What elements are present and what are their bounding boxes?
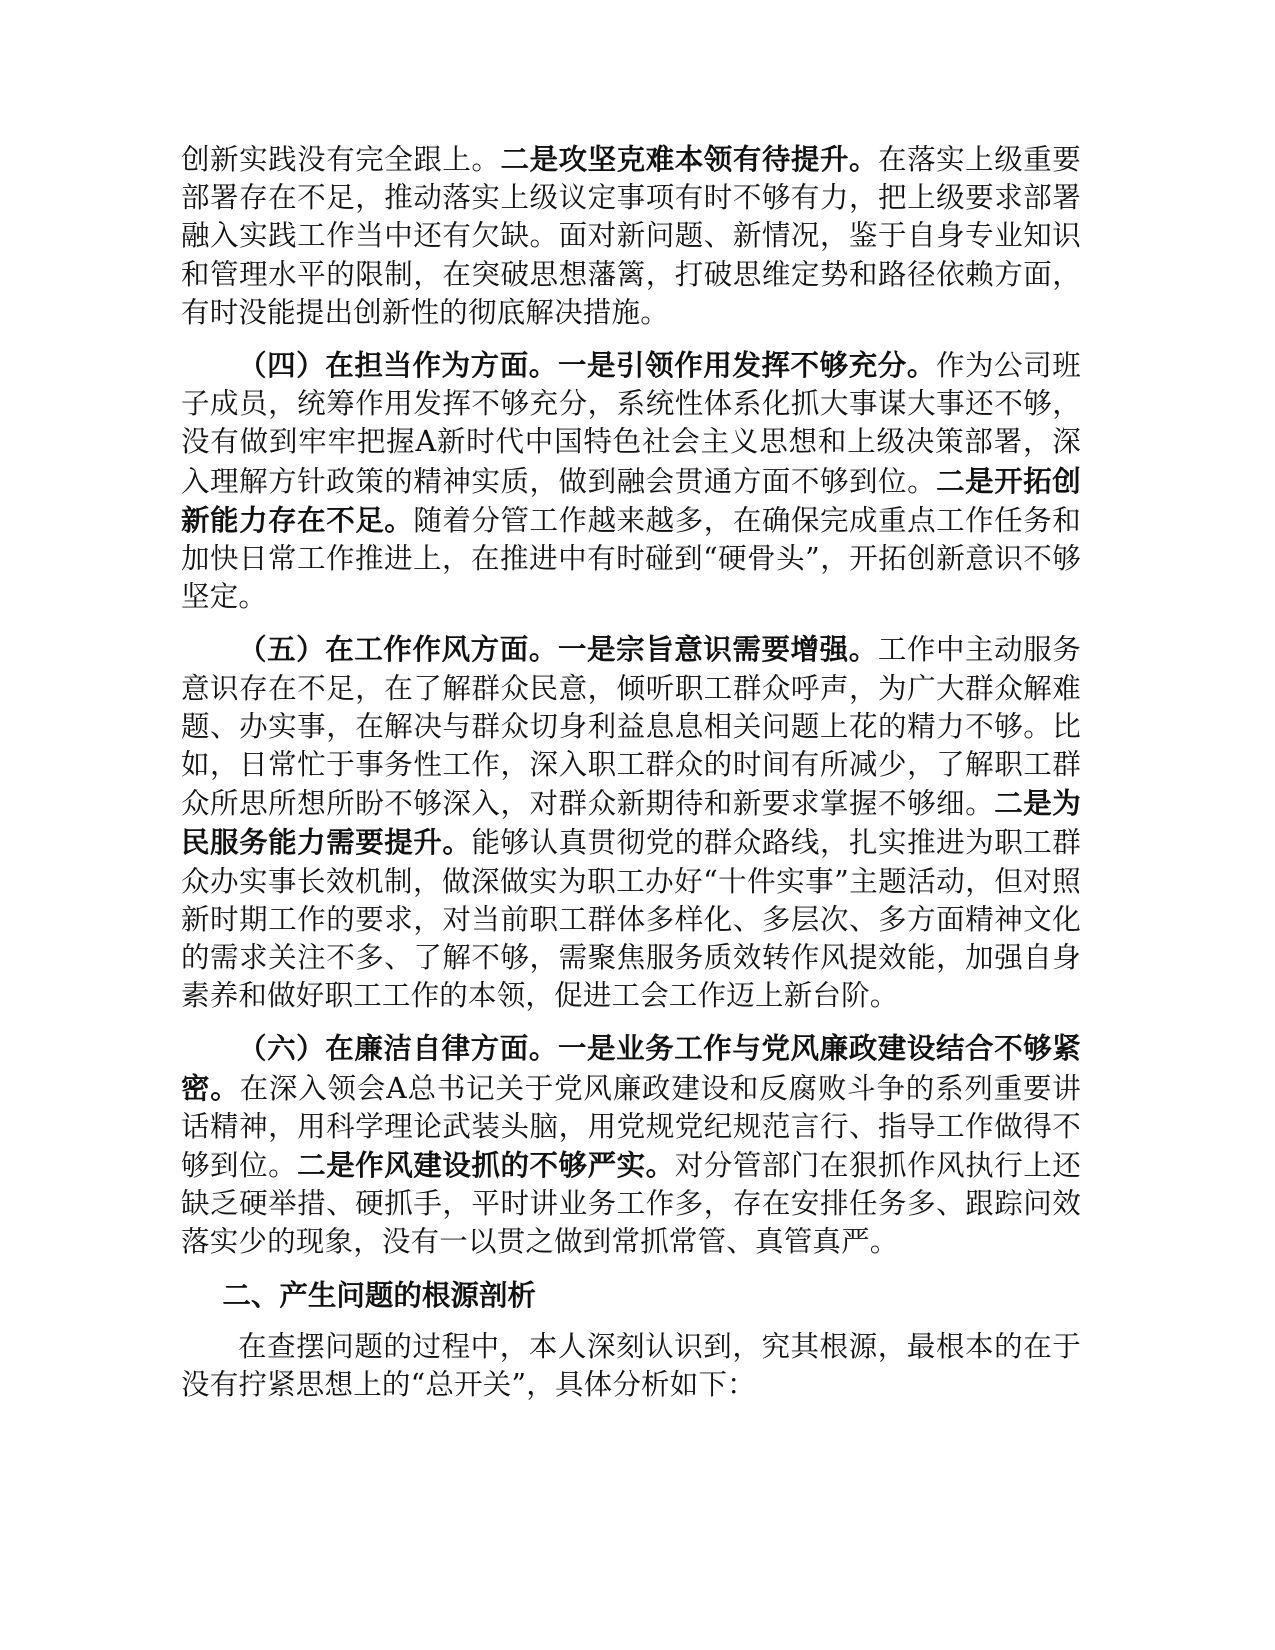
paragraph-bold-lead: 二是开拓创新能力存在不足。 [181,463,1081,537]
paragraph-text: 随着分管工作越来越多，在确保完成重点工作任务和加快日常工作推进上，在推进中有时碰到“硬骨头”，开拓创新意识不够坚定。 [181,503,1081,614]
section-heading-bold: （六）在廉洁自律方面。一是业务工作与党风廉政建设结合不够紧密。 [181,1031,1081,1105]
document-body [181,140,1081,1418]
paragraph-text: 创新实践没有完全跟上。 [181,143,501,176]
paragraph-text: 对分管部门在狠抓作风执行上还缺乏硬举措、硬抓手，平时讲业务工作多，存在安排任务多、跟踪问效落实少的现象，没有一以贯之做到常抓常管、真管真严。 [181,1149,1081,1259]
section-heading-2: 二、产生问题的根源剖析 [222,1277,536,1312]
paragraph-text: 工作中主动服务意识存在不足，在了解群众民意，倾听职工群众呼声，为广大群众解难题、办实事，在解决与群众切身利益息息相关问题上花的精力不够。比如，日常忙于事务性工作，深入职工群众的时间有所减少，了解职工群众所思所想所盼不够深入，对群众新期待和新要求掌握不够细。 [181,633,1082,821]
paragraph-bold-lead: 二是为民服务能力需要提升。 [181,786,1081,860]
paragraph-text: 在落实上级重要部署存在不足，推动落实上级议定事项有时不够有力，把上级要求部署融入实践工作当中还有欠缺。面对新问题、新情况，鉴于自身专业知识和管理水平的限制，在突破思想藩篱，打破思维定势和路径依赖方面，有时没能提出创新性的彻底解决措施。 [181,143,1082,329]
section-heading-bold: （四）在担当作为方面。一是引领作用发挥不够充分。 [238,348,936,383]
paragraph-section-5 [181,630,1081,1015]
paragraph-section-4 [181,346,1081,616]
paragraph-intro-analysis: 在查摆问题的过程中，本人深刻认识到，究其根源，最根本的在于没有拧紧思想上的“总开关”，具体分析如下： [181,1329,1081,1402]
paragraph-bold-lead: 二是攻坚克难本领有待提升。 [500,142,879,176]
paragraph-bold-lead: 二是作风建设抓的不够严实。 [297,1148,675,1183]
paragraph-text: 在深入领会A总书记关于党风廉政建设和反腐败斗争的系列重要讲话精神，用科学理论武装头脑，用党规党纪规范言行、指导工作做得不够到位。 [181,1071,1081,1183]
paragraph-text: 作为公司班子成员，统筹作用发挥不够充分，系统性体系化抓大事谋大事还不够，没有做到牢牢把握A新时代中国特色社会主义思想和上级决策部署，深入理解方针政策的精神实质，做到融会贯通方面不够到位。 [181,349,1081,498]
section-heading-bold: （五）在工作作风方面。一是宗旨意识需要增强。 [238,632,878,667]
paragraph-section-6 [181,1029,1081,1261]
paragraph-text: 能够认真贯彻党的群众路线，扎实推进为职工群众办实事长效机制，做深做实为职工办好“十件实事”主题活动，但对照新时期工作的要求，对当前职工群体多样化、多层次、多方面精神文化的需求关注不多、了解不够，需聚焦服务质效转作风提效能，加强自身素养和做好职工工作的本领，促进工会工作迈上新台阶。 [181,826,1081,1013]
paragraph-continuation [181,140,1081,332]
